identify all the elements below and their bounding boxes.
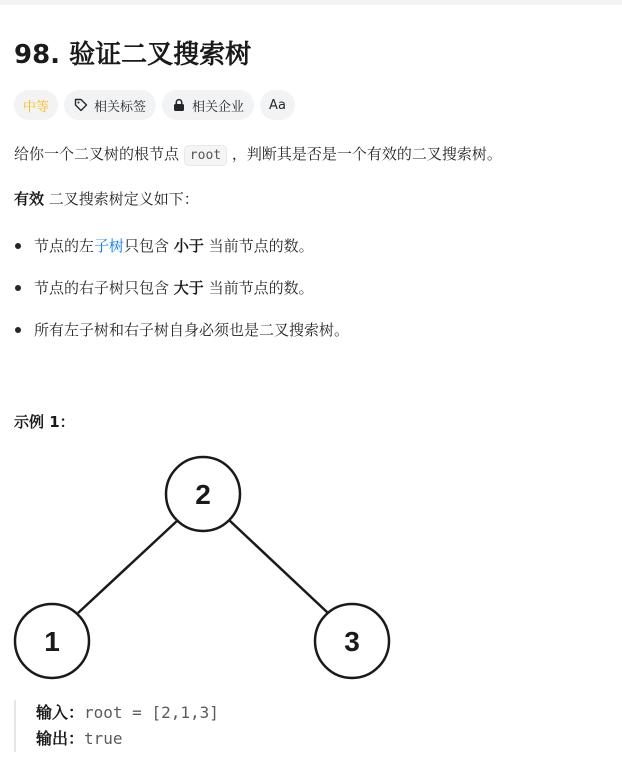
inline-code-root: root: [184, 145, 227, 166]
translate-icon: Aa: [269, 97, 286, 113]
bullet-dot: [15, 243, 21, 249]
output-line: [36, 726, 219, 752]
related-companies-button[interactable]: [162, 90, 254, 120]
subtree-link[interactable]: 子树: [94, 237, 125, 255]
bullet-dot: [15, 285, 21, 291]
input-value: root = [2,1,3]: [84, 703, 219, 722]
tree-node-root: [166, 457, 240, 531]
bullet-2-after: 当前节点的数。: [208, 279, 314, 297]
example-heading: 示例 1：: [14, 413, 75, 431]
valid-bold: 有效: [14, 190, 45, 208]
tag-icon: [74, 98, 88, 112]
problem-title: 98. 验证二叉搜索树: [14, 40, 252, 70]
tree-node-label: 2: [195, 479, 211, 510]
input-line: [36, 700, 219, 726]
bullet-2-before: 节点的右子树只包含: [34, 279, 170, 297]
list-item: [34, 234, 314, 258]
bullet-3-text: 所有左子树和右子树自身必须也是二叉搜索树。: [34, 321, 350, 339]
list-item: [34, 318, 349, 342]
bullet-1-bold: 小于: [173, 237, 204, 255]
input-label: 输入：: [36, 703, 85, 722]
output-label: 输出：: [36, 729, 85, 748]
related-companies-label: 相关企业: [192, 99, 245, 115]
translate-button[interactable]: [260, 90, 295, 120]
tree-node-label: 1: [44, 626, 60, 657]
list-item: [34, 276, 314, 300]
related-tags-button[interactable]: [64, 90, 156, 120]
related-tags-label: 相关标签: [94, 99, 147, 115]
output-value: true: [84, 729, 123, 748]
tree-edge: [229, 520, 328, 613]
bullet-1-after: 当前节点的数。: [208, 237, 314, 255]
tree-diagram: [10, 448, 394, 686]
tree-node-right: [315, 604, 389, 678]
top-bar: [0, 0, 622, 5]
example-io-block: [14, 700, 219, 752]
intro-after: ，判断其是否是一个有效的二叉搜索树。: [231, 145, 502, 163]
tree-node-left: [15, 604, 89, 678]
bullet-1-middle: 只包含: [124, 237, 170, 255]
intro-before: 给你一个二叉树的根节点: [14, 145, 180, 163]
bullet-2-bold: 大于: [173, 279, 204, 297]
bullet-1-before: 节点的左: [34, 237, 95, 255]
intro-text: [14, 142, 502, 168]
valid-rest: 二叉搜索树定义如下：: [48, 190, 199, 208]
tree-node-label: 3: [344, 626, 360, 657]
tag-row: [14, 90, 295, 120]
definition-heading: [14, 187, 199, 211]
tree-edge: [78, 520, 178, 613]
lock-icon: [172, 98, 186, 112]
bullet-dot: [15, 327, 21, 333]
difficulty-badge[interactable]: 中等: [14, 90, 58, 120]
